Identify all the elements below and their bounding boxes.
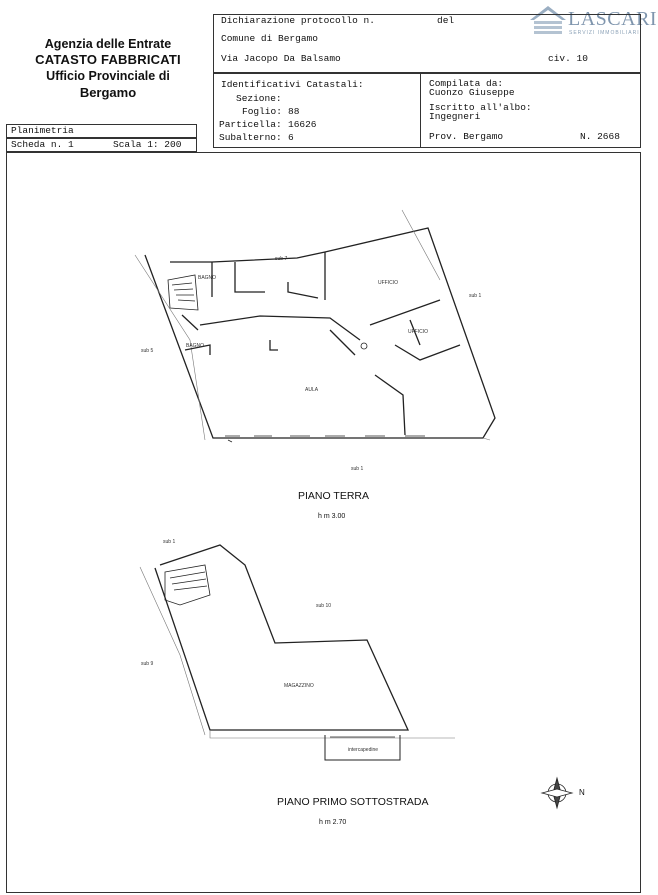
foglio-value: 88 bbox=[288, 106, 300, 117]
north-label: N bbox=[579, 788, 585, 797]
albo-label: Iscritto all'albo: bbox=[429, 102, 532, 113]
bagno-label-2: BAGNO bbox=[186, 343, 205, 349]
sub1-right-label: sub 1 bbox=[469, 293, 482, 299]
agency-name: Agenzia delle Entrate bbox=[44, 37, 172, 51]
address-label: Via Jacopo Da Balsamo bbox=[221, 53, 341, 64]
particella-value: 16626 bbox=[288, 119, 317, 130]
comune-label: Comune di Bergamo bbox=[221, 33, 318, 44]
sub9-label: sub 9 bbox=[141, 661, 154, 667]
compass-rose-icon bbox=[542, 778, 572, 808]
aula-label: AULA bbox=[305, 387, 319, 393]
compilata-label: Compilata da: bbox=[429, 78, 504, 89]
catasto-title: CATASTO FABBRICATI bbox=[35, 52, 181, 67]
subalterno-label: Subalterno: bbox=[219, 132, 282, 143]
sub10-label: sub 10 bbox=[316, 603, 332, 609]
civ-label: civ. 10 bbox=[548, 53, 588, 64]
basement-title: PIANO PRIMO SOTTOSTRADA bbox=[277, 796, 429, 808]
ufficio-label-2: UFFICIO bbox=[408, 329, 428, 335]
magazzino-label: MAGAZZINO bbox=[284, 683, 314, 689]
office-city: Bergamo bbox=[79, 85, 137, 100]
albo-value: Ingegneri bbox=[429, 111, 481, 122]
scala-label: Scala 1: 200 bbox=[113, 139, 182, 150]
ufficio-label-1: UFFICIO bbox=[378, 280, 398, 286]
ground-floor-height: h m 3.00 bbox=[318, 513, 346, 520]
intercapedine-label: intercapedine bbox=[348, 747, 379, 753]
basement-sub1-label: sub 1 bbox=[163, 539, 176, 545]
planimetria-label: Planimetria bbox=[11, 125, 74, 136]
sub5-label: sub 5 bbox=[141, 348, 154, 354]
particella-label: Particella: bbox=[219, 119, 282, 130]
logo-tagline: SERVIZI IMMOBILIARI bbox=[569, 30, 640, 36]
cadastral-title: Identificativi Catastali: bbox=[221, 79, 364, 90]
sub7-label: sub 7 bbox=[275, 256, 288, 262]
sezione-label: Sezione: bbox=[236, 93, 282, 104]
scheda-label: Scheda n. 1 bbox=[11, 139, 74, 150]
logo-wordmark: LASCARI bbox=[568, 8, 658, 30]
compiler-name: Cuonzo Giuseppe bbox=[429, 87, 515, 98]
sub1-bottom-label: sub 1 bbox=[351, 466, 364, 472]
office-label: Ufficio Provinciale di bbox=[46, 69, 170, 83]
del-label: del bbox=[437, 15, 455, 26]
subalterno-value: 6 bbox=[288, 132, 294, 143]
ground-floor-title: PIANO TERRA bbox=[298, 490, 369, 502]
registration-number: N. 2668 bbox=[580, 131, 620, 142]
basement-height: h m 2.70 bbox=[319, 819, 347, 826]
declaration-label: Dichiarazione protocollo n. bbox=[221, 15, 375, 26]
province-label: Prov. Bergamo bbox=[429, 131, 504, 142]
foglio-label: Foglio: bbox=[242, 106, 282, 117]
bagno-label-1: BAGNO bbox=[198, 275, 217, 281]
